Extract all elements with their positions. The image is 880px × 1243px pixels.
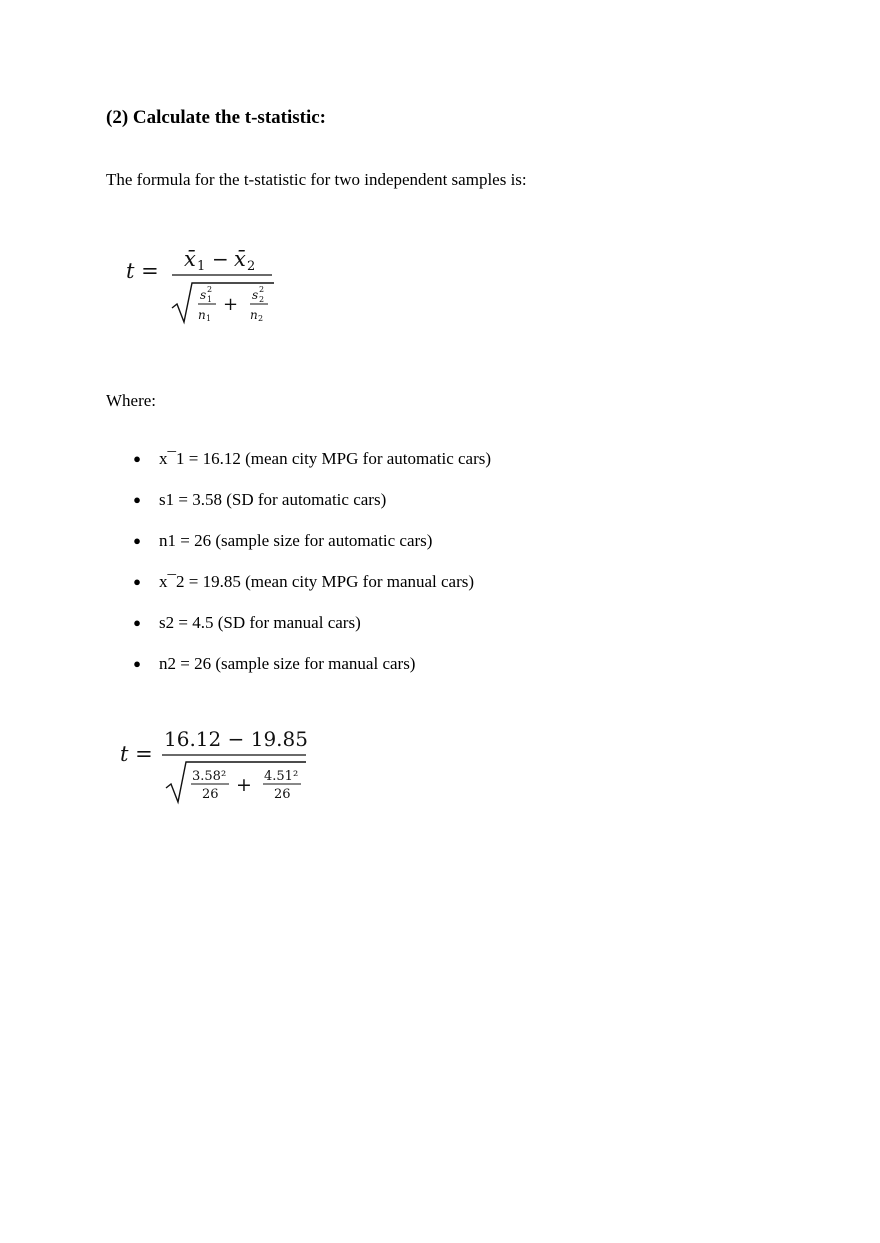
formula2-t-lhs: t = xyxy=(120,742,153,766)
list-item-text: x¯2 = 19.85 (mean city MPG for manual cars) xyxy=(159,572,475,591)
section-heading: (2) Calculate the t-statistic: xyxy=(106,107,327,128)
intro-text: The formula for the t-statistic for two independent samples is: xyxy=(106,170,527,189)
t-statistic-substituted-formula xyxy=(118,722,318,810)
formula-x1-bar: x̄ xyxy=(184,247,196,271)
formula-sub-1: 1 xyxy=(197,259,206,274)
where-label: Where: xyxy=(106,391,157,410)
bullet-icon: ● xyxy=(133,656,141,671)
formula-n2-sub: 2 xyxy=(258,314,264,323)
formula-s1-sub: 1 xyxy=(207,295,213,304)
list-item-text: n1 = 26 (sample size for automatic cars) xyxy=(159,531,433,550)
bullet-icon: ● xyxy=(133,574,141,589)
list-item-text: x¯1 = 16.12 (mean city MPG for automatic cars) xyxy=(159,449,492,468)
formula-sub-2: 2 xyxy=(247,259,256,274)
list-item-text: s1 = 3.58 (SD for automatic cars) xyxy=(159,490,387,509)
formula2-term2-den: 26 xyxy=(274,787,291,802)
formula-s2-sub: 2 xyxy=(259,295,265,304)
bullet-icon: ● xyxy=(133,451,141,466)
formula2-term2-num: 4.51² xyxy=(264,769,299,784)
formula-n1-sub: 1 xyxy=(206,314,212,323)
formula-plus: + xyxy=(223,294,239,315)
formula-s2: s xyxy=(252,288,259,302)
formula-s2-sq: 2 xyxy=(259,285,265,294)
bullet-icon: ● xyxy=(133,492,141,507)
formula-n1: n xyxy=(198,308,206,322)
list-item-text: s2 = 4.5 (SD for manual cars) xyxy=(159,613,361,632)
formula-minus: − xyxy=(212,247,229,271)
formula-t-lhs: t = xyxy=(126,259,159,283)
formula-s1: s xyxy=(200,288,207,302)
formula2-numerator: 16.12 − 19.85 xyxy=(164,727,308,751)
bullet-icon: ● xyxy=(133,615,141,630)
formula-s1-sq: 2 xyxy=(207,285,213,294)
formula-x2-bar: x̄ xyxy=(234,247,246,271)
formula2-term1-den: 26 xyxy=(202,787,219,802)
bullet-icon: ● xyxy=(133,533,141,548)
formula-n2: n xyxy=(250,308,258,322)
formula2-plus: + xyxy=(236,774,252,796)
formula2-term1-num: 3.58² xyxy=(192,769,227,784)
list-item-text: n2 = 26 (sample size for manual cars) xyxy=(159,654,416,673)
t-statistic-formula xyxy=(124,238,284,330)
